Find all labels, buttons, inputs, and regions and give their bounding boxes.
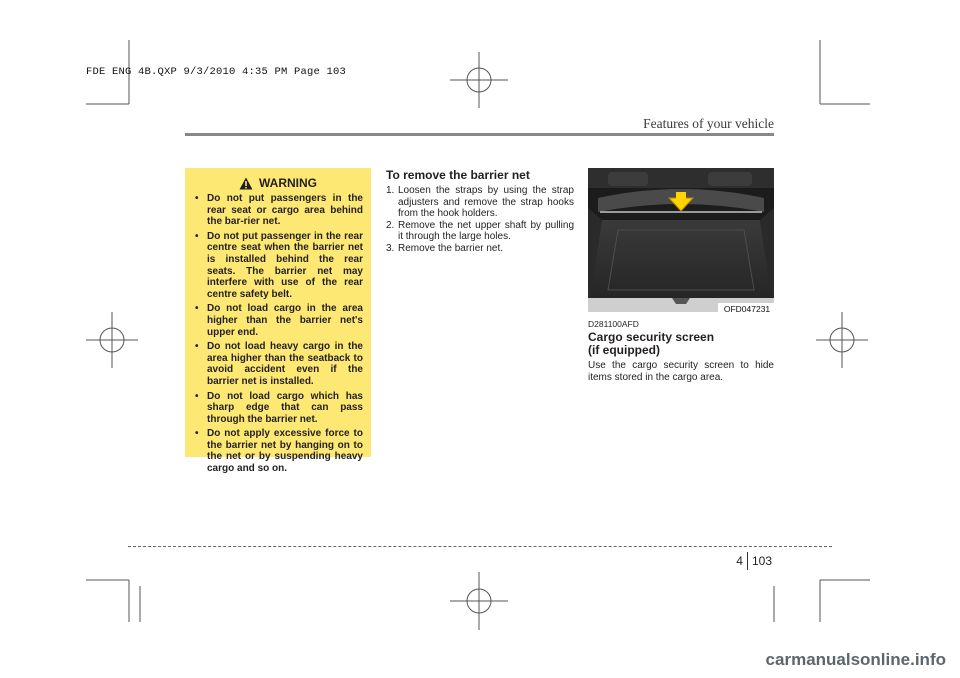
- step-item: [386, 185, 574, 220]
- section-code: D281100AFD: [588, 319, 639, 329]
- step-item: [386, 243, 574, 255]
- warning-item: • Do not load cargo in the area higher than the barrier net's upper end.: [193, 303, 363, 338]
- page-number-value: 103: [751, 554, 772, 568]
- warning-header: [193, 176, 363, 190]
- warning-item: • Do not load heavy cargo in the area higher than the seatback to avoid accident even if the barrier net is installed.: [193, 341, 363, 387]
- cargo-area-photo: [588, 168, 774, 312]
- step-number: 2.: [386, 219, 395, 231]
- watermark-prefix: carmanualsonline: [765, 650, 911, 669]
- watermark-suffix: .info: [910, 650, 946, 669]
- section-header-title: Features of your vehicle: [643, 116, 774, 131]
- warning-item: • Do not put passenger in the rear centre seat when the barrier net is installed behind the rear seats. The barrier net may interfere with use of the rear centre safety belt.: [193, 231, 363, 301]
- warning-item: • Do not load cargo which has sharp edge that can pass through the barrier net.: [193, 391, 363, 426]
- photo-code: OFD047231: [718, 303, 776, 315]
- warning-triangle-icon: [239, 177, 253, 190]
- cargo-screen-section: [588, 319, 774, 383]
- step-number: 1.: [386, 185, 395, 196]
- cargo-area-illustration: [588, 168, 774, 312]
- warning-heading: WARNING: [259, 176, 317, 190]
- header-rule: [185, 133, 774, 136]
- step-item: [386, 220, 574, 243]
- warning-box: [185, 168, 371, 475]
- step-text: Remove the barrier net.: [398, 242, 504, 254]
- cargo-screen-title: [588, 331, 774, 357]
- cargo-screen-body: Use the cargo security screen to hide items stored in the cargo area.: [588, 360, 774, 383]
- footer-rule: [128, 546, 832, 547]
- warning-item: • Do not put passengers in the rear seat or cargo area behind the bar-rier net.: [193, 193, 363, 228]
- remove-net-title: To remove the barrier net: [386, 168, 530, 182]
- print-slug: FDE ENG 4B.QXP 9/3/2010 4:35 PM Page 103: [86, 66, 347, 78]
- page-number-separator: [747, 552, 748, 570]
- cargo-title-line1: Cargo security screen: [588, 330, 715, 344]
- cargo-title-line2: (if equipped): [588, 343, 660, 357]
- warning-list: [193, 193, 363, 475]
- watermark: [766, 650, 946, 670]
- remove-net-section: [386, 168, 574, 255]
- step-text: Loosen the straps by using the strap adjusters and remove the strap hooks from the hook holders.: [398, 185, 574, 220]
- remove-steps-list: [386, 185, 574, 255]
- step-text: Remove the net upper shaft by pulling it through the large holes.: [398, 219, 574, 243]
- chapter-number: 4: [736, 554, 743, 568]
- warning-item: • Do not apply excessive force to the barrier net by hanging on to the net or by suspending heavy cargo and so on.: [193, 428, 363, 474]
- step-number: 3.: [386, 242, 395, 254]
- page-number: [736, 552, 772, 570]
